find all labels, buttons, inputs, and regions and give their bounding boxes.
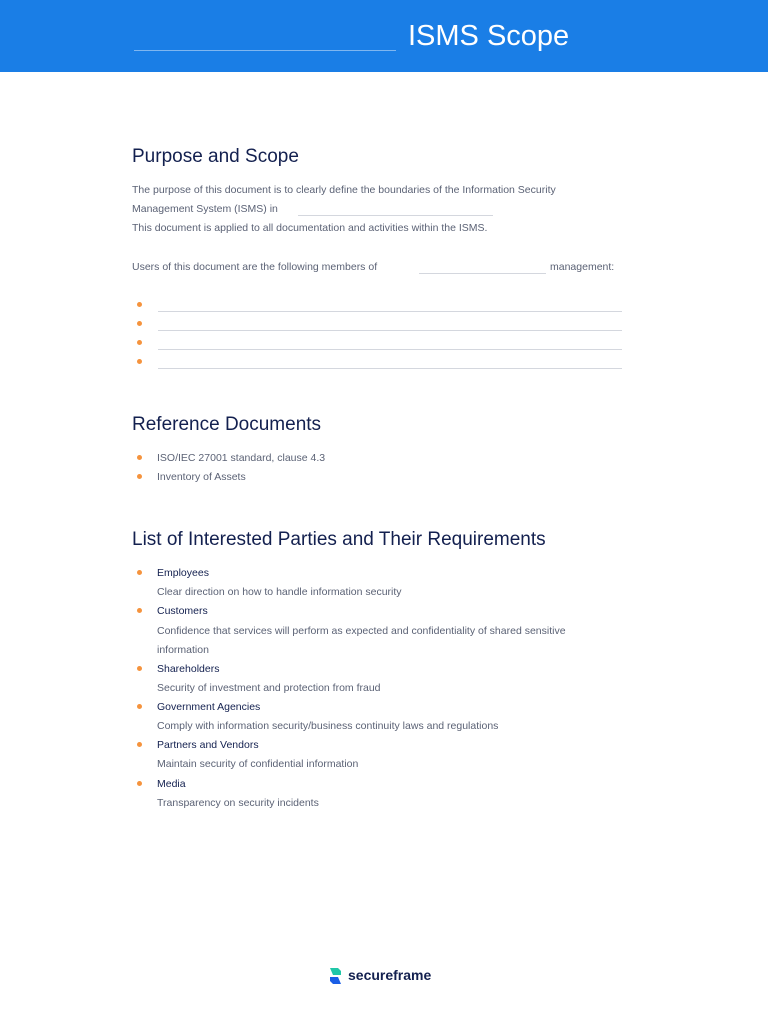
bullet-icon bbox=[137, 781, 142, 786]
bullet-icon bbox=[137, 340, 142, 345]
party-requirement: Clear direction on how to handle information security bbox=[157, 586, 402, 598]
party-requirement: Security of investment and protection from fraud bbox=[157, 682, 381, 694]
party-name: Partners and Vendors bbox=[157, 739, 259, 751]
party-name: Shareholders bbox=[157, 663, 220, 675]
bullet-icon bbox=[137, 359, 142, 364]
reference-heading: Reference Documents bbox=[132, 414, 322, 435]
secureframe-s-icon bbox=[328, 966, 343, 986]
purpose-heading: Purpose and Scope bbox=[132, 146, 299, 167]
management-blank bbox=[419, 273, 546, 274]
purpose-line-2: Management System (ISMS) in bbox=[132, 203, 278, 215]
users-line-start: Users of this document are the following members of bbox=[132, 261, 378, 273]
party-requirement: Maintain security of confidential information bbox=[157, 758, 359, 770]
page-title: ISMS Scope bbox=[408, 20, 570, 52]
bullet-icon bbox=[137, 302, 142, 307]
party-requirement: Confidence that services will perform as expected and confidentiality of shared sensitive bbox=[157, 625, 566, 637]
users-line-end: management: bbox=[550, 261, 615, 273]
purpose-line-3: This document is applied to all documentation and activities within the ISMS. bbox=[132, 222, 488, 234]
user-blank-line bbox=[158, 368, 622, 369]
party-requirement: Transparency on security incidents bbox=[157, 797, 319, 809]
user-blank-line bbox=[158, 311, 622, 312]
bullet-icon bbox=[137, 570, 142, 575]
bullet-icon bbox=[137, 474, 142, 479]
party-requirement-cont: information bbox=[157, 644, 209, 656]
header-blank-line bbox=[134, 50, 396, 51]
bullet-icon bbox=[137, 704, 142, 709]
purpose-line-1: The purpose of this document is to clearly define the boundaries of the Information Security bbox=[132, 184, 556, 196]
party-requirement: Comply with information security/business continuity laws and regulations bbox=[157, 720, 499, 732]
party-name: Government Agencies bbox=[157, 701, 261, 713]
footer-logo bbox=[328, 965, 448, 987]
bullet-icon bbox=[137, 742, 142, 747]
user-blank-line bbox=[158, 330, 622, 331]
bullet-icon bbox=[137, 666, 142, 671]
bullet-icon bbox=[137, 321, 142, 326]
reference-item: Inventory of Assets bbox=[157, 471, 246, 483]
header-bar bbox=[0, 0, 768, 72]
party-name: Customers bbox=[157, 605, 208, 617]
parties-heading: List of Interested Parties and Their Requirements bbox=[132, 529, 546, 550]
reference-item: ISO/IEC 27001 standard, clause 4.3 bbox=[157, 452, 326, 464]
party-name: Media bbox=[157, 778, 186, 790]
party-name: Employees bbox=[157, 567, 209, 579]
organization-blank bbox=[298, 215, 493, 216]
user-blank-line bbox=[158, 349, 622, 350]
brand-name: secureframe bbox=[348, 967, 432, 983]
bullet-icon bbox=[137, 608, 142, 613]
bullet-icon bbox=[137, 455, 142, 460]
